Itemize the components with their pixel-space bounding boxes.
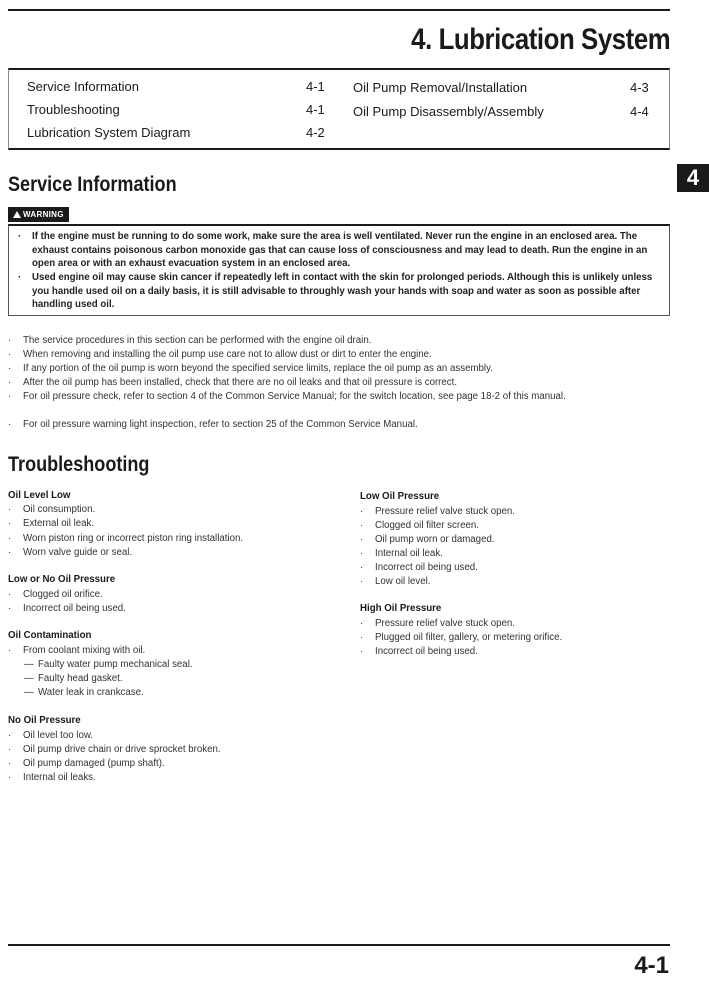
warning-item: · If the engine must be running to do some work, make sure the area is well ventilated. Never run the engine in an enclosed area. The exhaust contains poisonous carbon monoxide gas that can cause loss of consciousness and may lead to death. Run the engine in an open area or with an exhaust evacuation system in an enclosed area. (18, 231, 648, 269)
cause-item: · Incorrect oil being used. (360, 562, 478, 573)
footer-rule (8, 944, 670, 946)
toc-item-service-information[interactable]: Service Information (27, 79, 139, 94)
cause-subitem: — Faulty water pump mechanical seal. (24, 659, 193, 670)
cause-subitem: — Water leak in crankcase. (24, 687, 144, 698)
toc-item-oil-pump-removal[interactable]: Oil Pump Removal/Installation (353, 80, 528, 95)
toc-page: 4-1 (306, 79, 325, 94)
toc-page: 4-2 (306, 125, 325, 140)
symptom-heading: Oil Contamination (8, 630, 92, 641)
cause-item: · Oil pump worn or damaged. (360, 534, 495, 545)
cause-item: · Clogged oil filter screen. (360, 520, 479, 531)
cause-item: · Internal oil leak. (360, 548, 443, 559)
troubleshooting-heading: Troubleshooting (8, 453, 150, 476)
note-item: · For oil pressure warning light inspection, refer to section 25 of the Common Service Manual. (8, 419, 418, 430)
symptom-heading: Low Oil Pressure (360, 491, 440, 502)
warning-item: · Used engine oil may cause skin cancer if repeatedly left in contact with the skin for prolonged periods. Although this is unlikely unless you handle used oil on a daily basis, it is still advisable to throughly wash your hands with soap and water as soon as possible after handling used oil. (18, 272, 653, 310)
cause-item: · Clogged oil orifice. (8, 589, 103, 600)
cause-item: · Low oil level. (360, 576, 431, 587)
service-info-heading: Service Information (8, 173, 177, 196)
symptom-heading: Oil Level Low (8, 490, 71, 501)
note-item: · The service procedures in this section can be performed with the engine oil drain. (8, 335, 372, 346)
note-item: · When removing and installing the oil pump use care not to allow dust or dirt to enter the engine. (8, 349, 432, 360)
cause-item: · Incorrect oil being used. (360, 646, 478, 657)
cause-item: · Internal oil leaks. (8, 772, 96, 783)
cause-subitem: — Faulty head gasket. (24, 673, 123, 684)
cause-item: · From coolant mixing with oil. (8, 645, 146, 656)
cause-item: · Incorrect oil being used. (8, 603, 126, 614)
note-item: · For oil pressure check, refer to section 4 of the Common Service Manual; for the switch location, see page 18-2 of this manual. (8, 391, 566, 402)
cause-item: · Oil pump drive chain or drive sprocket broken. (8, 744, 221, 755)
cause-item: · Plugged oil filter, gallery, or metering orifice. (360, 632, 563, 643)
cause-item: · Pressure relief valve stuck open. (360, 506, 515, 517)
toc-page: 4-1 (306, 102, 325, 117)
note-item: · After the oil pump has been installed, check that there are no oil leaks and that oil pressure is correct. (8, 377, 458, 388)
symptom-heading: High Oil Pressure (360, 603, 442, 614)
cause-item: · External oil leak. (8, 518, 95, 529)
symptom-heading: No Oil Pressure (8, 715, 81, 726)
symptom-heading: Low or No Oil Pressure (8, 574, 116, 585)
cause-item: · Oil pump damaged (pump shaft). (8, 758, 165, 769)
cause-item: · Oil consumption. (8, 504, 96, 515)
chapter-title: 4. Lubrication System (410, 23, 670, 56)
toc-item-lubrication-diagram[interactable]: Lubrication System Diagram (27, 125, 191, 140)
toc-item-oil-pump-disassembly[interactable]: Oil Pump Disassembly/Assembly (353, 104, 544, 119)
cause-item: · Worn valve guide or seal. (8, 547, 133, 558)
warning-triangle-icon (13, 211, 21, 218)
chapter-tab: 4 (677, 164, 709, 192)
cause-item: · Worn piston ring or incorrect piston ring installation. (8, 533, 244, 544)
warning-label: WARNING (8, 207, 69, 222)
page-number: 4-1 (634, 952, 669, 979)
header-rule (8, 9, 670, 11)
cause-item: · Pressure relief valve stuck open. (360, 618, 515, 629)
toc-page: 4-3 (630, 80, 649, 95)
toc-item-troubleshooting[interactable]: Troubleshooting (27, 102, 120, 117)
note-item: · If any portion of the oil pump is worn beyond the specified service limits, replace the oil pump as an assembly. (8, 363, 493, 374)
cause-item: · Oil level too low. (8, 730, 93, 741)
toc-page: 4-4 (630, 104, 649, 119)
